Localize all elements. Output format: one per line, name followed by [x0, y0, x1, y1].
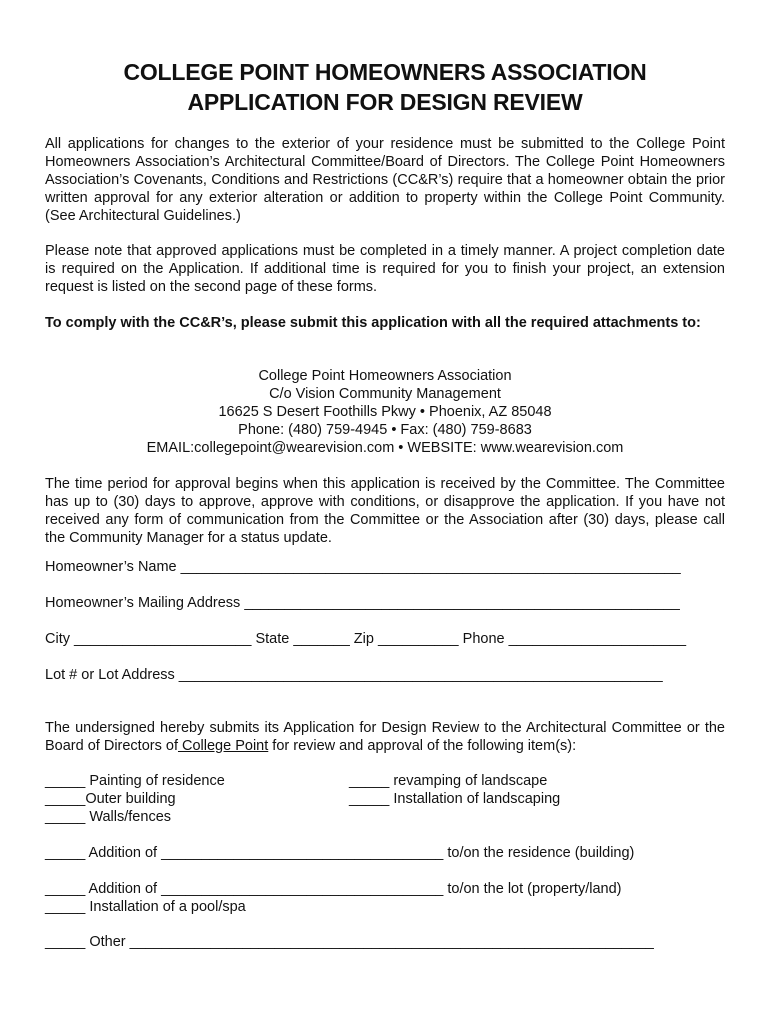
lot-address-field[interactable]: Lot # or Lot Address ____________________________________________________________ — [45, 667, 663, 683]
address-email-website: EMAIL:collegepoint@wearevision.com • WEBSITE: www.wearevision.com — [146, 440, 624, 456]
submission-paragraph — [45, 719, 725, 755]
item-addition-lot[interactable]: _____ Addition of ___________________________________ to/on the lot (property/land) — [45, 881, 622, 897]
homeowner-name-field[interactable]: Homeowner’s Name ______________________________________________________________ — [45, 559, 681, 575]
comply-instruction: To comply with the CC&R’s, please submit this application with all the required attachments to: — [45, 315, 701, 331]
item-addition-residence[interactable]: _____ Addition of ___________________________________ to/on the residence (building) — [45, 845, 635, 861]
item-other[interactable]: _____ Other _________________________________________________________________ — [45, 934, 654, 950]
item-installation-landscaping[interactable]: _____ Installation of landscaping — [349, 791, 561, 807]
intro-paragraph: All applications for changes to the exterior of your residence must be submitted to the College Point Homeowners Association’s Architectural Committee/Board of Directors. The College Point Homeowners Association’s Covenants, Conditions and Restrictions (CC&R’s) require that a homeowner obtain the prior written approval for any exterior alteration or addition to property within the College Point Community. (See Architectural Guidelines.) — [45, 136, 725, 224]
mailing-address-field[interactable]: Homeowner’s Mailing Address ______________________________________________________ — [45, 595, 680, 611]
completion-paragraph: Please note that approved applications must be completed in a timely manner. A project completion date is required on the Application. If additional time is required for you to finish your project, an extension request is listed on the second page of these forms. — [45, 243, 725, 295]
item-outer-building[interactable]: _____Outer building — [45, 791, 176, 807]
address-management: C/o Vision Community Management — [269, 386, 501, 402]
submission-text-after: for review and approval of the following item(s): — [268, 738, 577, 754]
title-line-1: COLLEGE POINT HOMEOWNERS ASSOCIATION — [123, 59, 647, 85]
address-phone-fax: Phone: (480) 759-4945 • Fax: (480) 759-8683 — [238, 422, 532, 438]
title-line-2: APPLICATION FOR DESIGN REVIEW — [187, 89, 583, 115]
address-street: 16625 S Desert Foothills Pkwy • Phoenix, AZ 85048 — [218, 404, 552, 420]
item-painting[interactable]: _____ Painting of residence — [45, 773, 225, 789]
city-state-zip-phone-field[interactable]: City ______________________ State _______ Zip __________ Phone ______________________ — [45, 631, 687, 647]
item-walls-fences[interactable]: _____ Walls/fences — [45, 809, 172, 825]
item-pool-spa[interactable]: _____ Installation of a pool/spa — [45, 899, 246, 915]
submission-text-before: The undersigned hereby submits its Application for Design Review to the Architectural Committee or the Board of Directors of — [45, 720, 725, 754]
address-association: College Point Homeowners Association — [258, 368, 512, 384]
community-name: College Point — [177, 738, 269, 754]
item-revamping-landscape[interactable]: _____ revamping of landscape — [349, 773, 548, 789]
approval-period-paragraph: The time period for approval begins when this application is received by the Committee. The Committee has up to (30) days to approve, approve with conditions, or disapprove the application. If you have not received any form of communication from the Committee or the Association after (30) days, please call the Community Manager for a status update. — [45, 476, 725, 546]
